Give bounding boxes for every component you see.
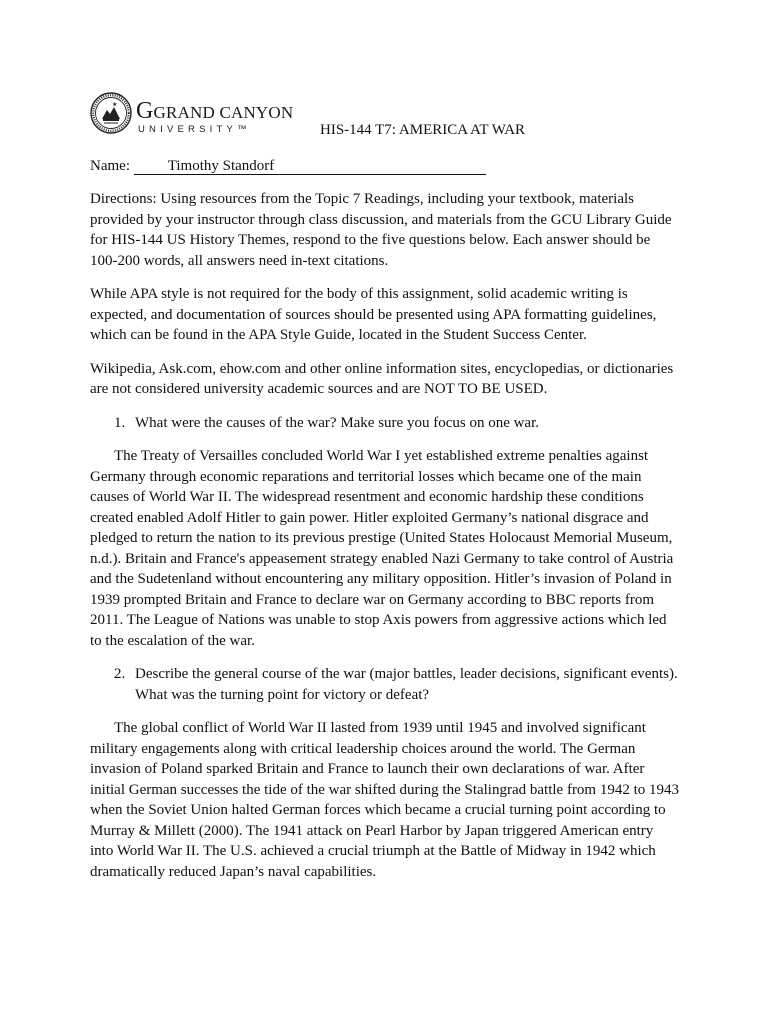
name-value: Timothy Standorf <box>134 158 486 175</box>
name-field <box>90 158 486 175</box>
question-1-text: What were the causes of the war? Make sure you focus on one war. <box>135 414 540 431</box>
question-2 <box>90 664 680 705</box>
answer-2: The global conflict of World War II lasted from 1939 until 1945 and involved significant military engagements along with critical leadership choices around the world. The German invasion of Poland sparked Britain and France to launch their own declarations of war. After initial German successes the tide of the war shifted during the Stalingrad battle from 1942 to 1943 when the Soviet Union halted German forces which became a crucial turning point according to Murray & Millett (2000). The 1941 attack on Pearl Harbor by Japan triggered American entry into World War II. The U.S. achieved a crucial triumph at the Battle of Midway in 1942 which dramatically reduced Japan’s naval capabilities. <box>90 720 680 880</box>
logo-subtitle: UNIVERSITY™ <box>138 124 251 135</box>
sources-paragraph: Wikipedia, Ask.com, ehow.com and other online information sites, encyclopedias, or dictionaries are not considered university academic sources and are NOT TO BE USED. <box>90 360 674 397</box>
question-2-text: Describe the general course of the war (major battles, leader decisions, significant events). What was the turning point for victory or defeat? <box>135 666 678 703</box>
name-label: Name: <box>90 158 130 174</box>
answer-1: The Treaty of Versailles concluded World War I yet established extreme penalties against Germany through economic reparations and territorial losses which became one of the main causes of World War II. The widespread resentment and economic hardship these conditions created enabled Adolf Hitler to gain power. Hitler exploited Germany’s national disgrace and pledged to return the nation to its previous prestige (United States Holocaust Memorial Museum, n.d.). Britain and France's appeasement strategy enabled Nazi Germany to take control of Austria and the Sudetenland without encountering any military opposition. Hitler’s invasion of Poland in 1939 prompted Britain and France to declare war on Germany according to BBC reports from 2011. The League of Nations was unable to stop Axis powers from aggressive actions which led to the escalation of the war. <box>90 448 674 649</box>
logo-wordmark: GGRAND CANYON <box>136 98 294 124</box>
document-body <box>90 189 680 895</box>
question-1-number: 1. <box>114 414 126 431</box>
question-2-number: 2. <box>114 666 126 682</box>
directions-paragraph: Directions: Using resources from the Topic 7 Readings, including your textbook, materials provided by your instructor through class discussion, and materials from the GCU Library Guide for HIS-144 US History Themes, respond to the five questions below. Each answer should be 100-200 words, all answers need in-text citations. <box>90 191 672 269</box>
logo-wordmark-text: GRAND CANYON <box>153 103 294 122</box>
apa-paragraph: While APA style is not required for the body of this assignment, solid academic writing is expected, and documentation of sources should be presented using APA formatting guidelines, which can be found in the APA Style Guide, located in the Student Success Center. <box>90 286 657 343</box>
document-header <box>90 92 690 142</box>
question-1 <box>90 413 680 434</box>
university-seal-logo <box>90 92 132 134</box>
document-title: HIS-144 T7: AMERICA AT WAR <box>320 122 526 138</box>
